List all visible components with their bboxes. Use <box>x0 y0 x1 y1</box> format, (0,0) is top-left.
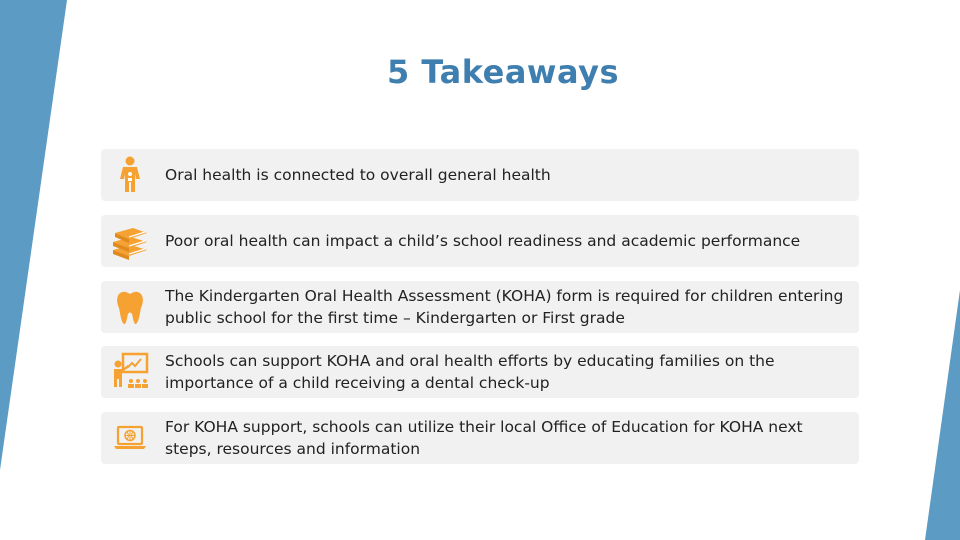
takeaway-text: For KOHA support, schools can utilize their local Office of Education for KOHA next steps, resources and information <box>165 418 803 458</box>
laptop-globe-icon <box>109 417 151 459</box>
takeaway-item-5 <box>101 412 859 464</box>
takeaway-text: Poor oral health can impact a child’s school readiness and academic performance <box>165 232 801 250</box>
takeaway-item-3 <box>101 281 859 333</box>
tooth-icon <box>109 286 151 328</box>
takeaway-text: Oral health is connected to overall general health <box>165 166 551 184</box>
takeaway-item-1 <box>101 149 859 201</box>
right-blue-band <box>925 290 960 540</box>
human-body-icon <box>109 154 151 196</box>
page-title: 5 Takeaways <box>387 53 619 91</box>
takeaway-text: Schools can support KOHA and oral health efforts by educating families on the importance of a child receiving a dental check-up <box>165 352 775 392</box>
books-icon <box>109 220 151 262</box>
takeaway-text: The Kindergarten Oral Health Assessment (KOHA) form is required for children entering public school for the first time – Kindergarten or First grade <box>165 287 844 327</box>
teacher-classroom-icon <box>109 351 151 393</box>
takeaway-item-4 <box>101 346 859 398</box>
takeaway-item-2 <box>101 215 859 267</box>
